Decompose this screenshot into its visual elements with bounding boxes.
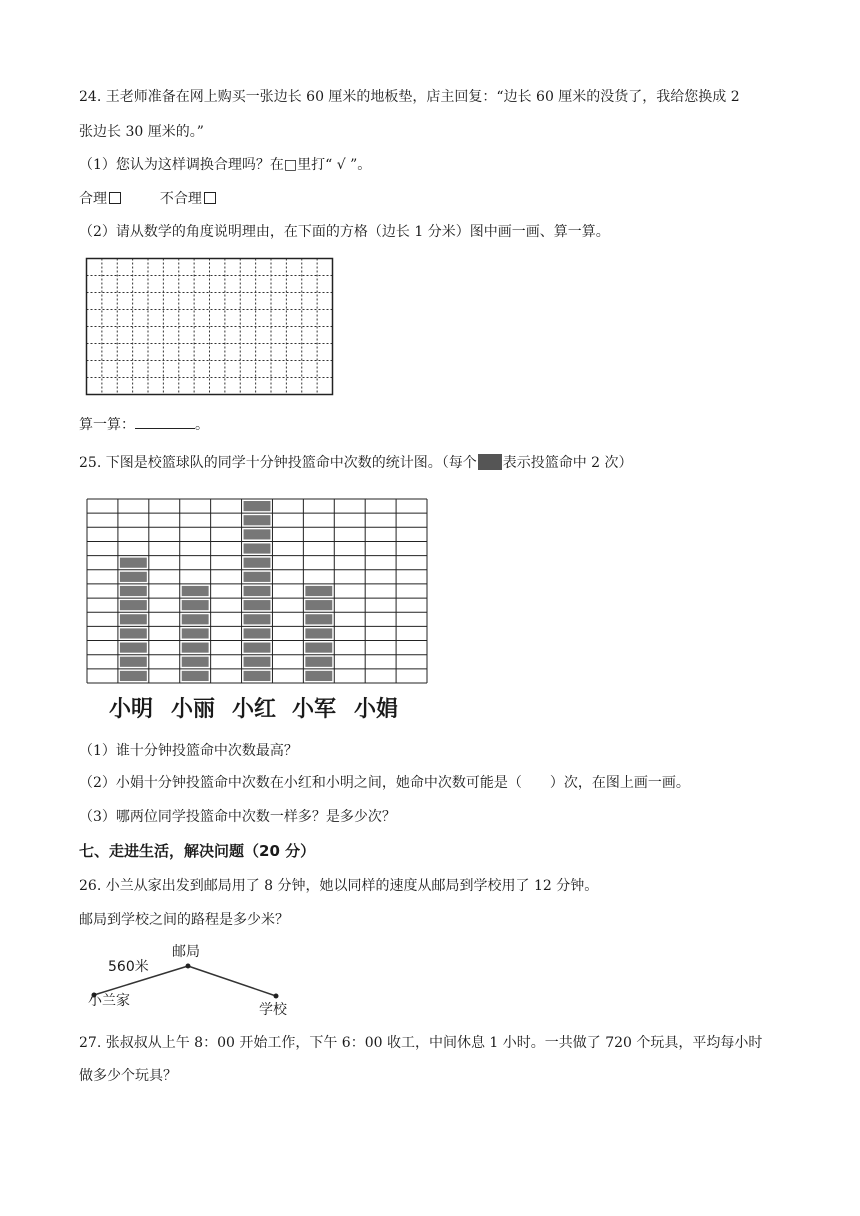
- section-7-title: 七、走进生活，解决问题（20 分）: [79, 842, 316, 860]
- home-label: 小兰家: [88, 993, 130, 1009]
- category-label-xiaojuan: 小娟: [354, 697, 399, 722]
- post-office-label: 邮局: [172, 944, 200, 960]
- bar-block-小丽: [182, 586, 209, 596]
- bar-block-小明: [120, 614, 147, 624]
- bar-block-小军: [305, 600, 332, 610]
- q24-part1: （1）您认为这样调换合理吗？在□里打“ √ ”。: [79, 157, 372, 173]
- q25-part3: （3）哪两位同学投篮命中次数一样多？是多少次？: [79, 809, 396, 825]
- bar-block-小红: [244, 628, 271, 638]
- bar-block-小明: [120, 586, 147, 596]
- bar-block-小军: [305, 614, 332, 624]
- q25-part2: [79, 773, 690, 793]
- q25-part2-a: （2）小娟十分钟投篮命中次数在小红和小明之间，她命中次数可能是（: [79, 775, 522, 791]
- bar-block-小红: [244, 515, 271, 525]
- q27-text-line1: 27. 张叔叔从上午 8：00 开始工作，下午 6：00 收工，中间休息 1 小时。一共做了 720 个玩具，平均每小时: [79, 1035, 763, 1051]
- q25-intro: [79, 453, 633, 473]
- bar-block-小红: [244, 614, 271, 624]
- bar-block-小丽: [182, 600, 209, 610]
- bar-block-小军: [305, 628, 332, 638]
- bar-block-小明: [120, 558, 147, 568]
- option-unreasonable-checkbox[interactable]: [204, 192, 216, 204]
- bar-block-小红: [244, 543, 271, 553]
- option-unreasonable-label: 不合理: [159, 191, 202, 207]
- category-label-xiaoming: 小明: [109, 697, 154, 722]
- q24-part2: （2）请从数学的角度说明理由，在下面的方格（边长 1 分米）图中画一画、算一算。: [79, 224, 610, 240]
- calc-answer-blank[interactable]: [135, 414, 195, 429]
- bar-block-小红: [244, 501, 271, 511]
- bar-block-小红: [244, 529, 271, 539]
- q25-part2-b: ）次，在图上画一画。: [549, 775, 690, 791]
- bar-block-小军: [305, 657, 332, 667]
- calc-end: 。: [195, 417, 209, 433]
- q24-calc: [79, 414, 209, 435]
- bar-block-小明: [120, 628, 147, 638]
- q25-intro-a: 25. 下图是校篮球队的同学十分钟投篮命中次数的统计图。（每个: [79, 455, 477, 471]
- bar-block-小丽: [182, 657, 209, 667]
- q27-text-line2: 做多少个玩具？: [79, 1068, 177, 1084]
- bar-block-小红: [244, 643, 271, 653]
- option-reasonable-checkbox[interactable]: [109, 192, 121, 204]
- bar-block-小红: [244, 558, 271, 568]
- q25-part1: （1）谁十分钟投篮命中次数最高？: [79, 743, 298, 759]
- distance-label: 560米: [108, 959, 149, 975]
- school-label: 学校: [259, 1002, 287, 1018]
- q25-intro-b: 表示投篮命中 2 次）: [502, 455, 633, 471]
- post-office-point: [186, 964, 191, 969]
- block-unit-icon: [478, 454, 502, 470]
- category-label-xiaojun: 小军: [292, 697, 337, 722]
- q24-options: [79, 189, 216, 209]
- bar-block-小明: [120, 600, 147, 610]
- bar-block-小明: [120, 671, 147, 681]
- bar-block-小丽: [182, 614, 209, 624]
- school-point: [274, 994, 279, 999]
- bar-block-小红: [244, 600, 271, 610]
- bar-block-小红: [244, 671, 271, 681]
- bar-block-小红: [244, 586, 271, 596]
- square-grid[interactable]: [86, 258, 336, 396]
- q24-text-line1: 24. 王老师准备在网上购买一张边长 60 厘米的地板垫，店主回复：“边长 60 厘米的没货了，我给您换成 2: [79, 89, 740, 105]
- bar-block-小丽: [182, 671, 209, 681]
- q26-text-line1: 26. 小兰从家出发到邮局用了 8 分钟，她以同样的速度从邮局到学校用了 12 分钟。: [79, 878, 599, 894]
- bar-block-小红: [244, 657, 271, 667]
- category-label-xiaoli: 小丽: [171, 697, 216, 722]
- bar-block-小红: [244, 572, 271, 582]
- option-reasonable-label: 合理: [79, 191, 107, 207]
- bar-block-小明: [120, 657, 147, 667]
- bar-block-小军: [305, 586, 332, 596]
- bar-block-小军: [305, 671, 332, 681]
- bar-block-小明: [120, 572, 147, 582]
- category-label-xiaohong: 小红: [232, 697, 277, 722]
- q24-text-line2: 张边长 30 厘米的。”: [79, 124, 204, 140]
- bar-block-小军: [305, 643, 332, 653]
- bar-block-小丽: [182, 643, 209, 653]
- bar-block-小丽: [182, 628, 209, 638]
- q26-text-line2: 邮局到学校之间的路程是多少米？: [79, 912, 289, 928]
- bar-block-小明: [120, 643, 147, 653]
- shooting-chart[interactable]: [86, 498, 428, 684]
- calc-label: 算一算：: [79, 417, 135, 433]
